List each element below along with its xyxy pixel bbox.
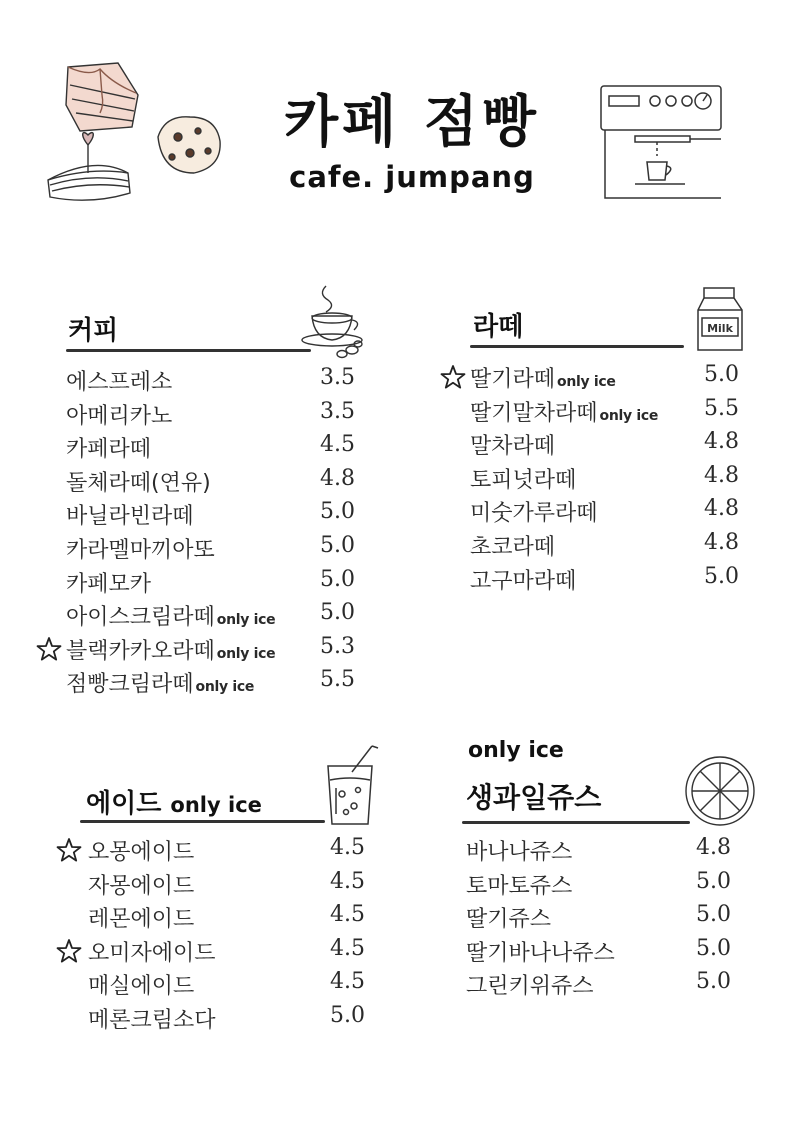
menu-item-price: 5.0 bbox=[704, 563, 739, 589]
menu-item-label: 딸기바나나쥬스 bbox=[466, 940, 615, 966]
menu-item bbox=[66, 399, 370, 432]
menu-item-name bbox=[466, 969, 594, 1000]
orange-slice-icon bbox=[682, 753, 758, 829]
juice-only-ice-tag: only ice bbox=[468, 738, 564, 763]
section-divider bbox=[462, 821, 690, 824]
menu-item-price: 5.0 bbox=[320, 566, 355, 592]
menu-item-label: 에스프레소 bbox=[66, 370, 173, 395]
menu-item-label: 카페라떼 bbox=[66, 437, 152, 463]
page-subtitle: cafe. jumpang bbox=[289, 160, 535, 194]
menu-item-price: 4.5 bbox=[320, 432, 355, 458]
menu-item bbox=[470, 530, 754, 563]
menu-item bbox=[88, 902, 380, 935]
menu-item-name bbox=[470, 362, 616, 393]
menu-item-price: 4.8 bbox=[704, 429, 739, 455]
menu-item-label: 오몽에이드 bbox=[88, 840, 195, 865]
section-divider bbox=[80, 820, 325, 823]
menu-item-name bbox=[470, 463, 576, 494]
menu-item-label: 오미자에이드 bbox=[88, 940, 216, 966]
menu-item-label: 레몬에이드 bbox=[88, 907, 195, 933]
menu-item-label: 딸기쥬스 bbox=[466, 907, 552, 933]
menu-item-name bbox=[466, 869, 572, 900]
menu-item-label: 점빵크림라떼 bbox=[66, 672, 194, 698]
only-ice-tag: only ice bbox=[557, 374, 616, 390]
section-title-coffee: 커피 bbox=[68, 316, 119, 346]
menu-item-label: 토피넛라떼 bbox=[470, 467, 577, 493]
only-ice-tag: only ice bbox=[216, 612, 276, 629]
menu-item bbox=[88, 969, 380, 1002]
star-icon bbox=[440, 364, 466, 390]
menu-item-name bbox=[470, 396, 658, 427]
menu-item-price: 4.8 bbox=[704, 462, 739, 488]
only-ice-tag: only ice bbox=[216, 645, 276, 662]
menu-item-price: 5.5 bbox=[704, 395, 739, 421]
coffee-cup-icon bbox=[296, 282, 370, 362]
menu-item-price: 5.0 bbox=[320, 600, 355, 626]
menu-item-label: 매실에이드 bbox=[88, 974, 195, 1000]
menu-item-price: 5.0 bbox=[696, 902, 731, 928]
star-icon bbox=[56, 938, 82, 964]
section-divider bbox=[66, 349, 311, 352]
menu-item-label: 메론크림소다 bbox=[88, 1008, 216, 1033]
menu-item-label: 돌체라떼(연유) bbox=[66, 470, 211, 496]
menu-item-name bbox=[470, 530, 555, 561]
menu-item-price: 5.0 bbox=[330, 1003, 365, 1028]
menu-item bbox=[470, 396, 754, 429]
menu-item bbox=[470, 496, 754, 529]
milk-carton-icon bbox=[694, 284, 746, 354]
menu-item-label: 카라멜마끼아또 bbox=[66, 538, 215, 563]
menu-item bbox=[66, 667, 370, 700]
menu-item-price: 5.0 bbox=[704, 362, 739, 387]
menu-item-label: 카페모카 bbox=[66, 571, 152, 597]
menu-item-name bbox=[66, 466, 211, 497]
menu-item bbox=[466, 869, 746, 902]
menu-item-name bbox=[88, 902, 194, 933]
star-icon bbox=[36, 636, 62, 662]
menu-item-label: 딸기라떼 bbox=[470, 367, 556, 392]
menu-item-name bbox=[88, 869, 194, 900]
menu-item-price: 5.0 bbox=[696, 935, 731, 961]
menu-item-name bbox=[466, 902, 551, 933]
page-title: 카페 점빵 bbox=[284, 90, 540, 155]
only-ice-tag: only ice bbox=[599, 407, 659, 424]
menu-item-name bbox=[66, 600, 275, 631]
menu-item-label: 말차라떼 bbox=[470, 434, 556, 460]
ade-title-text: 에이드 bbox=[86, 789, 162, 819]
menu-item-label: 토마토쥬스 bbox=[466, 873, 573, 899]
menu-item bbox=[66, 567, 370, 600]
only-ice-tag: only ice bbox=[195, 679, 255, 696]
menu-item-price: 5.0 bbox=[320, 533, 355, 558]
menu-item-price: 4.8 bbox=[320, 465, 355, 491]
menu-item-price: 4.5 bbox=[330, 902, 365, 928]
menu-item-name bbox=[66, 365, 172, 396]
section-title-ade bbox=[86, 783, 262, 820]
menu-item-label: 고구마라떼 bbox=[470, 568, 577, 594]
menu-item-price: 4.5 bbox=[330, 935, 365, 961]
menu-item-price: 4.8 bbox=[704, 496, 739, 522]
menu-item bbox=[88, 869, 380, 902]
menu-item bbox=[466, 835, 746, 868]
menu-item bbox=[470, 362, 754, 395]
menu-item bbox=[470, 429, 754, 462]
menu-item-label: 바닐라빈라떼 bbox=[66, 504, 194, 530]
menu-item-price: 4.8 bbox=[704, 530, 739, 555]
menu-item bbox=[470, 463, 754, 496]
section-title-latte: 라떼 bbox=[473, 312, 524, 342]
menu-item-label: 자몽에이드 bbox=[88, 873, 195, 899]
menu-item-name bbox=[66, 432, 151, 463]
menu-item-label: 아이스크림라떼 bbox=[66, 605, 215, 631]
menu-item-name bbox=[88, 835, 194, 866]
menu-item-label: 그린키위쥬스 bbox=[466, 974, 594, 1000]
menu-item bbox=[466, 936, 746, 969]
menu-item-price: 5.5 bbox=[320, 667, 355, 693]
menu-item-price: 4.8 bbox=[696, 835, 731, 860]
menu-item bbox=[88, 936, 380, 969]
menu-item bbox=[66, 600, 370, 633]
ade-glass-icon bbox=[322, 742, 380, 828]
menu-item-price: 5.3 bbox=[320, 633, 355, 659]
menu-item-name bbox=[66, 499, 194, 530]
section-divider bbox=[470, 345, 684, 348]
menu-item-price: 5.0 bbox=[696, 868, 731, 894]
menu-item-price: 5.0 bbox=[320, 499, 355, 525]
menu-item-price: 4.5 bbox=[330, 868, 365, 894]
menu-item bbox=[66, 432, 370, 465]
milk-label: Milk bbox=[707, 322, 733, 335]
menu-item-name bbox=[66, 667, 254, 698]
menu-item bbox=[88, 835, 380, 868]
menu-item-name bbox=[470, 429, 555, 460]
menu-item-price: 3.5 bbox=[320, 398, 355, 424]
menu-item-name bbox=[470, 564, 576, 595]
cake-sandwich-cookie-icon bbox=[40, 55, 240, 215]
menu-item-name bbox=[66, 533, 215, 564]
menu-item bbox=[66, 365, 370, 398]
section-title-juice: 생과일쥬스 bbox=[466, 781, 602, 814]
star-icon bbox=[56, 837, 82, 863]
menu-item-name bbox=[66, 634, 275, 665]
menu-item-label: 블랙카카오라떼 bbox=[66, 638, 215, 664]
menu-item-price: 4.5 bbox=[330, 969, 365, 995]
menu-item-label: 초코라떼 bbox=[470, 535, 556, 560]
menu-item-name bbox=[88, 1003, 216, 1034]
menu-item bbox=[466, 969, 746, 1002]
menu-item-label: 바나나쥬스 bbox=[466, 840, 573, 865]
menu-item-label: 딸기말차라떼 bbox=[470, 400, 598, 426]
menu-item-price: 3.5 bbox=[320, 365, 355, 390]
menu-item bbox=[470, 564, 754, 597]
menu-item-price: 5.0 bbox=[696, 969, 731, 995]
menu-item bbox=[66, 466, 370, 499]
menu-item-name bbox=[88, 936, 216, 967]
menu-item-name bbox=[88, 969, 194, 1000]
menu-item-name bbox=[466, 936, 615, 967]
menu-item bbox=[66, 499, 370, 532]
menu-item bbox=[88, 1003, 380, 1036]
ade-only-ice-tag: only ice bbox=[170, 793, 262, 817]
menu-item bbox=[66, 634, 370, 667]
espresso-machine-icon bbox=[595, 80, 735, 205]
menu-item bbox=[66, 533, 370, 566]
menu-item-name bbox=[470, 496, 598, 527]
menu-item-label: 아메리카노 bbox=[66, 403, 173, 429]
menu-item-price: 4.5 bbox=[330, 835, 365, 860]
menu-item-name bbox=[466, 835, 572, 866]
menu-item bbox=[466, 902, 746, 935]
menu-item-name bbox=[66, 567, 151, 598]
menu-item-label: 미숫가루라떼 bbox=[470, 501, 598, 527]
menu-item-name bbox=[66, 399, 172, 430]
